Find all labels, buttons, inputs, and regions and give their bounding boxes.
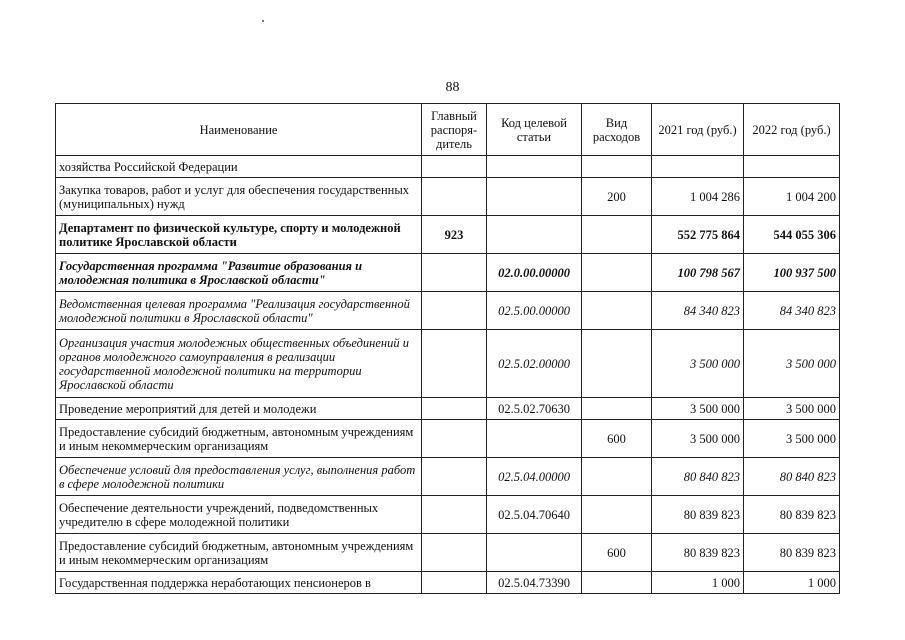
cell-type [582, 156, 652, 178]
cell-2021: 80 839 823 [652, 534, 744, 572]
cell-2022: 84 340 823 [744, 292, 840, 330]
table-row [56, 330, 840, 398]
cell-2021: 84 340 823 [652, 292, 744, 330]
table-row [56, 458, 840, 496]
cell-manager [422, 420, 487, 458]
table-row [56, 156, 840, 178]
cell-manager [422, 330, 487, 398]
header-code: Код целевой статьи [487, 104, 582, 156]
cell-name: Департамент по физической культуре, спорту и молодежной политике Ярославской области [56, 216, 422, 254]
cell-type [582, 572, 652, 594]
cell-2022: 3 500 000 [744, 330, 840, 398]
header-type: Вид расходов [582, 104, 652, 156]
cell-code [487, 178, 582, 216]
cell-name: Обеспечение деятельности учреждений, подведомственных учредителю в сфере молодежной политики [56, 496, 422, 534]
cell-type [582, 216, 652, 254]
cell-2022: 1 004 200 [744, 178, 840, 216]
cell-code: 02.5.02.70630 [487, 398, 582, 420]
cell-2021: 80 840 823 [652, 458, 744, 496]
budget-table [55, 103, 840, 594]
cell-2022: 3 500 000 [744, 398, 840, 420]
cell-type: 200 [582, 178, 652, 216]
table-row [56, 398, 840, 420]
table-row [56, 496, 840, 534]
cell-2022: 1 000 [744, 572, 840, 594]
cell-code: 02.0.00.00000 [487, 254, 582, 292]
cell-name: Ведомственная целевая программа "Реализация государственной молодежной политики в Ярославской области" [56, 292, 422, 330]
cell-code: 02.5.04.73390 [487, 572, 582, 594]
cell-manager [422, 398, 487, 420]
cell-manager [422, 458, 487, 496]
cell-code [487, 534, 582, 572]
cell-manager [422, 534, 487, 572]
cell-2021: 1 000 [652, 572, 744, 594]
cell-name: Организация участия молодежных общественных объединений и органов молодежного самоуправления в реализации государственной молодежной политики на территории Ярославской области [56, 330, 422, 398]
cell-2022: 80 839 823 [744, 534, 840, 572]
cell-code: 02.5.04.00000 [487, 458, 582, 496]
cell-manager [422, 572, 487, 594]
table-row [56, 178, 840, 216]
cell-2021: 80 839 823 [652, 496, 744, 534]
cell-name: Предоставление субсидий бюджетным, автономным учреждениям и иным некоммерческим организациям [56, 420, 422, 458]
cell-manager [422, 496, 487, 534]
cell-name: Обеспечение условий для предоставления услуг, выполнения работ в сфере молодежной политики [56, 458, 422, 496]
header-2021: 2021 год (руб.) [652, 104, 744, 156]
cell-name: хозяйства Российской Федерации [56, 156, 422, 178]
cell-2022: 3 500 000 [744, 420, 840, 458]
cell-type [582, 458, 652, 496]
table-row [56, 534, 840, 572]
cell-type [582, 496, 652, 534]
table-row [56, 254, 840, 292]
scan-speck [262, 20, 264, 22]
header-2022: 2022 год (руб.) [744, 104, 840, 156]
cell-type: 600 [582, 534, 652, 572]
cell-manager [422, 292, 487, 330]
table-row [56, 216, 840, 254]
cell-type [582, 292, 652, 330]
cell-code: 02.5.04.70640 [487, 496, 582, 534]
cell-name: Государственная поддержка неработающих пенсионеров в [56, 572, 422, 594]
cell-manager [422, 178, 487, 216]
cell-2022: 544 055 306 [744, 216, 840, 254]
cell-2022: 100 937 500 [744, 254, 840, 292]
cell-code [487, 420, 582, 458]
cell-2021: 552 775 864 [652, 216, 744, 254]
cell-2021: 100 798 567 [652, 254, 744, 292]
cell-type [582, 330, 652, 398]
cell-manager [422, 156, 487, 178]
table-row [56, 572, 840, 594]
cell-code: 02.5.02.00000 [487, 330, 582, 398]
cell-name: Государственная программа "Развитие образования и молодежная политика в Ярославской области" [56, 254, 422, 292]
cell-2021: 1 004 286 [652, 178, 744, 216]
cell-2021: 3 500 000 [652, 420, 744, 458]
cell-name: Проведение мероприятий для детей и молодежи [56, 398, 422, 420]
header-row [56, 104, 840, 156]
cell-type: 600 [582, 420, 652, 458]
page-number: 88 [445, 80, 460, 95]
cell-2022: 80 840 823 [744, 458, 840, 496]
cell-2021 [652, 156, 744, 178]
cell-2021: 3 500 000 [652, 330, 744, 398]
cell-code [487, 156, 582, 178]
cell-name: Закупка товаров, работ и услуг для обеспечения государственных (муниципальных) нужд [56, 178, 422, 216]
cell-2022 [744, 156, 840, 178]
cell-type [582, 254, 652, 292]
header-name: Наименование [56, 104, 422, 156]
cell-code: 02.5.00.00000 [487, 292, 582, 330]
table-row [56, 292, 840, 330]
cell-2022: 80 839 823 [744, 496, 840, 534]
cell-manager [422, 254, 487, 292]
cell-code [487, 216, 582, 254]
cell-2021: 3 500 000 [652, 398, 744, 420]
cell-manager: 923 [422, 216, 487, 254]
table-row [56, 420, 840, 458]
cell-type [582, 398, 652, 420]
cell-name: Предоставление субсидий бюджетным, автономным учреждениям и иным некоммерческим организациям [56, 534, 422, 572]
header-manager: Главный распоря-дитель [422, 104, 487, 156]
